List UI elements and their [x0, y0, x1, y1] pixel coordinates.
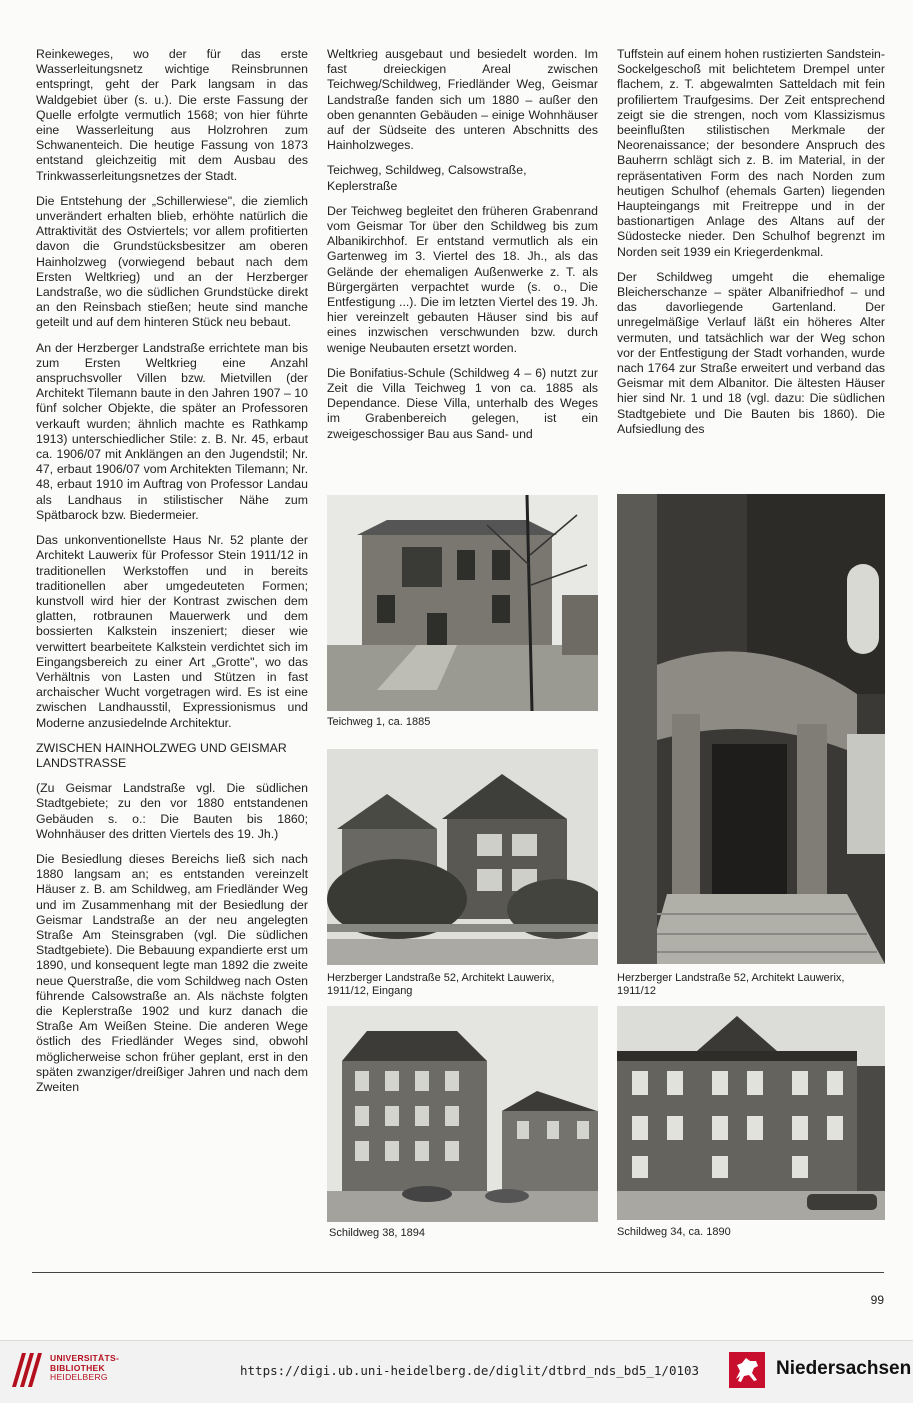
paragraph: An der Herzberger Landstraße errichtete man bis zum Ersten Weltkrieg eine Anzahl anspruchsvoller Villen bzw. Mietvillen (der Architekt Tilemann baute in den Jahren 1907 – 10 fünf solcher Objekte, die später an Professoren verkauft wurden; ähnlich machte es Rathkamp 1913) unterschiedlicher Stile: z. B. Nr. 45, erbaut ca. 1906/07 mit Anklängen an den Jugendstil; Nr. 47, erbaut 1906/07 vom Architekten Tilemann; Nr. 48, erbaut 1910 im Auftrag von Professor Landau als Landhaus in stilistischer Nähe zum Spätbarock bzw. Biedermeier. [36, 340, 308, 522]
text-column-1 [36, 47, 308, 1105]
photo-herzberger-52-grotto [617, 494, 885, 964]
caption-teichweg: Teichweg 1, ca. 1885 [327, 716, 431, 728]
paragraph: Das unkonventionellste Haus Nr. 52 plante der Architekt Lauwerix für Professor Stein 1911/12 in traditionellen Werkstoffen und in bereits traditionellen aber umgedeuteten Formen; kunstvoll wird hier der Kontrast zwischen dem glatten, rotbraunen Mauerwerk und dem bossierten Kalkstein inszeniert; dieser wie verwittert bearbeitete Kalkstein verdichtet sich im Eingangsbereich zu einer Art „Grotte", wo das Verhältnis von Lasten und Stützen in fast archaischer Wucht vorgetragen wird. Es ist eine zwischen Landhausstil, Expressionismus und Moderne anzusiedelnde Architektur. [36, 533, 308, 730]
library-line-3: HEIDELBERG [50, 1372, 108, 1382]
text-column-2 [327, 47, 598, 452]
university-library-name [50, 1354, 119, 1383]
library-line-1: UNIVERSITÄTS- [50, 1353, 120, 1363]
paragraph: (Zu Geismar Landstraße vgl. Die südlichen Stadtgebiete; zu den vor 1880 entstandenen Gebäuden s. o.: Die Bauten bis 1860; Wohnhäuser des dritten Viertels des 19. Jh.) [36, 781, 308, 841]
footer-rule [32, 1272, 884, 1273]
university-library-logo-icon [10, 1349, 44, 1389]
caption-schildweg-34: Schildweg 34, ca. 1890 [617, 1226, 731, 1238]
photo-schildweg-34 [617, 1006, 885, 1220]
paragraph: Weltkrieg ausgebaut und besiedelt worden. Im fast dreieckigen Areal zwischen Teichweg/Schildweg, Friedländer Weg, Geismar Landstraße fanden sich um 1880 – außer den oben genannten Gebäuden – einige Wohnhäuser auf der Südseite des unteren Abschnitts des Hainholzweges. [327, 47, 598, 153]
paragraph: Die Entstehung der „Schillerwiese", die ziemlich unverändert erhalten blieb, erhöhte natürlich die Attraktivität des Ostviertels; vor allem profitierten davon die Grundstücksbesitzer am oberen Hainholzweg (vorwiegend bebaut nach dem Ersten Weltkrieg) und an der Herzberger Landstraße, wo die südlichen Grundstücke direkt an den Reinsbach stießen; heute sind manche geteilt und auf dem hinteren Stück neu bebaut. [36, 193, 308, 330]
paragraph: Tuffstein auf einem hohen rustizierten Sandstein-Sockelgeschoß mit belichtetem Drempel unter flachem, z. T. abgewalmten Satteldach mit fein profiliertem Traufgesims. Der Zeit entsprechend zeigt sie die strengen, noch vom Klassizismus beeinflußten stilistischen Merkmale der Neorenaissance; der besondere Anspruch des Bauherrn schlägt sich z. B. im Material, in der repräsentativen Form des nach Norden zum heutigen Schulhof (ehemals Garten) liegenden Haupteingangs mit Freitreppe und in der bastionartigen Anlage des Altans auf der Südostecke nieder. Den Schulhof begrenzt im Norden seit 1939 ein Kriegerdenkmal. [617, 47, 885, 259]
photo-herzberger-52-street [327, 749, 598, 965]
text-column-3 [617, 47, 885, 447]
photo-teichweg-villa [327, 495, 598, 711]
viewer-footer [0, 1340, 913, 1403]
section-heading: ZWISCHEN HAINHOLZWEG UND GEISMAR LANDSTRASSE [36, 740, 287, 770]
caption-herzberger-52-entrance: Herzberger Landstraße 52, Architekt Lauwerix, 1911/12, Eingang [327, 972, 555, 997]
paragraph: Die Bonifatius-Schule (Schildweg 4 – 6) nutzt zur Zeit die Villa Teichweg 1 von ca. 1885 als Dependance. Diese Villa, unterhalb des Weges im Grabenbereich gelegen, ist ein zweigeschossiger Bau aus Sand- und [327, 365, 598, 441]
niedersachsen-horse-icon [728, 1351, 766, 1389]
niedersachsen-label: Niedersachsen [776, 1358, 912, 1379]
paragraph: Der Teichweg begleitet den früheren Grabenrand vom Geismar Tor über den Schildweg bis zum Albanikirchhof. Er entstand vermutlich als ein Gartenweg im 3. Viertel des 18. Jh., als das Gelände der ehemaligen Außenwerke z. T. als Bürgergärten verpachtet wurde (s. o., Die Entfestigung ...). Die im letzten Viertel des 19. Jh. hier vereinzelt gebauten Häuser sind bis auf eines inzwischen verschwunden bzw. durch wenige Neubauten ersetzt worden. [327, 203, 598, 355]
paragraph: Reinkeweges, wo der für das erste Wasserleitungsnetz wichtige Reinsbrunnen entspringt, geht der Park langsam in das Waldgebiet über (s. u.). Die erste Fassung der Quelle erfolgte vermutlich 1568; von hier führte eine Wasserleitung aus Holzrohren zum Schwanenteich. Die heutige Fassung von 1873 entstand gleichzeitig mit dem Ausbau des Trinkwasserleitungsnetzes der Stadt. [36, 47, 308, 183]
photo-schildweg-38 [327, 1006, 598, 1222]
section-heading: Teichweg, Schildweg, Calsowstraße, Keplerstraße [327, 163, 527, 193]
paragraph: Der Schildweg umgeht die ehemalige Bleicherschanze – später Albanifriedhof – und das davorliegende Gartenland. Der unregelmäßige Verlauf läßt ein höheres Alter vermuten, und tatsächlich war der Weg schon vor der Entfestigung der Stadt vorhanden, wurde nach 1764 zur Straße erweitert und verband das Geismar mit dem Albanitor. Die ältesten Häuser hier sind Nr. 1 und 18 (vgl. dazu: Die südlichen Stadtgebiete und Die Bauten bis 1860). Die Aufsiedlung des [617, 269, 885, 436]
caption-herzberger-52: Herzberger Landstraße 52, Architekt Lauwerix, 1911/12 [617, 972, 845, 997]
library-line-2: BIBLIOTHEK [50, 1362, 105, 1373]
caption-schildweg-38: Schildweg 38, 1894 [329, 1227, 426, 1239]
page-url-link[interactable]: https://digi.ub.uni-heidelberg.de/diglit/dtbrd_nds_bd5_1/0103 [240, 1363, 700, 1378]
page-number: 99 [870, 1293, 884, 1307]
paragraph: Die Besiedlung dieses Bereichs ließ sich nach 1880 langsam an; es entstanden vereinzelt Häuser z. B. am Schildweg, am Friedländer Weg und im Zusammenhang mit der Besiedlung der Geismar Landstraße an der neu angelegten Straße Am Steinsgraben (vgl. Die südlichen Stadtgebiete). Die Bebauung expandierte erst um 1890, und konsequent legte man 1892 die zweite neue Querstraße, die vom Schildweg nach Osten führende Calsowstraße an. Als nächste folgten die Keplerstraße 1902 und kurz danach die Straße Am Weißen Steine. Die anderen Wege östlich des Friedländer Weges sind, obwohl möglicherweise schon früher geplant, erst in den späten zwanziger/dreißiger Jahren und nach dem Zweiten [36, 851, 308, 1094]
